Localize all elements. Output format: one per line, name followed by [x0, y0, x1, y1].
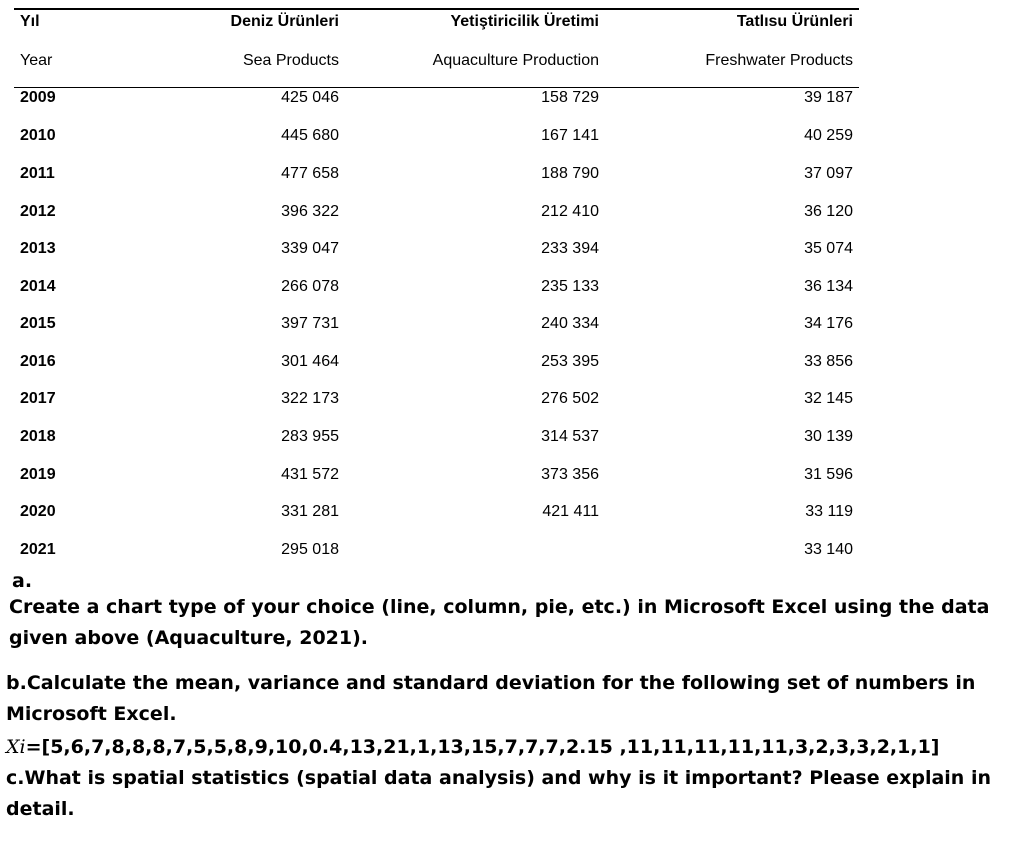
cell-aquaculture: 158 729 [541, 89, 599, 106]
cell-sea: 396 322 [281, 203, 339, 220]
cell-aquaculture: 314 537 [541, 428, 599, 445]
table-row [14, 275, 859, 299]
header-year-en: Year [20, 52, 53, 69]
cell-aquaculture: 212 410 [541, 203, 599, 220]
table-row [14, 124, 859, 148]
cell-sea: 477 658 [281, 165, 339, 182]
cell-sea: 445 680 [281, 127, 339, 144]
cell-sea: 431 572 [281, 466, 339, 483]
table-row [14, 538, 859, 562]
cell-sea: 295 018 [281, 541, 339, 558]
cell-freshwater: 36 134 [804, 278, 853, 295]
cell-year: 2017 [20, 390, 56, 407]
cell-sea: 283 955 [281, 428, 339, 445]
cell-freshwater: 33 119 [805, 503, 853, 520]
cell-year: 2010 [20, 127, 56, 144]
cell-year: 2020 [20, 503, 56, 520]
cell-year: 2019 [20, 466, 56, 483]
cell-sea: 397 731 [281, 315, 339, 332]
header-aquaculture-tr: Yetiştiricilik Üretimi [450, 13, 599, 30]
cell-year: 2013 [20, 240, 56, 257]
header-year-tr: Yıl [20, 13, 40, 30]
cell-freshwater: 33 856 [804, 353, 853, 370]
question-c-text: c.What is spatial statistics (spatial data analysis) and why is it important? Please explain in detail. [6, 767, 991, 820]
cell-sea: 339 047 [281, 240, 339, 257]
header-row-turkish [14, 10, 859, 34]
cell-sea: 331 281 [281, 503, 339, 520]
cell-sea: 266 078 [281, 278, 339, 295]
table-row [14, 162, 859, 186]
cell-year: 2011 [20, 165, 55, 182]
table-row [14, 237, 859, 261]
cell-freshwater: 40 259 [804, 127, 853, 144]
cell-freshwater: 37 097 [804, 165, 853, 182]
cell-year: 2009 [20, 89, 56, 106]
cell-aquaculture: 240 334 [541, 315, 599, 332]
table-row [14, 463, 859, 487]
cell-freshwater: 30 139 [804, 428, 853, 445]
header-sea-en: Sea Products [242, 52, 339, 69]
cell-aquaculture: 188 790 [541, 165, 599, 182]
formula-variable: Xi [6, 736, 26, 758]
cell-year: 2015 [20, 315, 56, 332]
question-b-text: b.Calculate the mean, variance and standard deviation for the following set of numbers in Microsoft Excel. [6, 672, 976, 725]
cell-sea: 322 173 [281, 390, 339, 407]
table-row [14, 86, 859, 110]
table-row [14, 312, 859, 336]
cell-freshwater: 32 145 [804, 390, 853, 407]
cell-freshwater: 33 140 [804, 541, 853, 558]
table-row [14, 200, 859, 224]
header-freshwater-en: Freshwater Products [705, 52, 853, 69]
cell-aquaculture: 421 411 [542, 503, 599, 520]
cell-aquaculture: 276 502 [541, 390, 599, 407]
cell-freshwater: 31 596 [804, 466, 853, 483]
table-row [14, 350, 859, 374]
cell-freshwater: 39 187 [804, 89, 853, 106]
question-a-label: a. [12, 570, 33, 592]
formula-values: =[5,6,7,8,8,8,7,5,5,8,9,10,0.4,13,21,1,13,15,7,7,7,2.15 ,11,11,11,11,11,3,2,3,3,2,1,1] [25, 736, 940, 758]
cell-aquaculture: 373 356 [541, 466, 599, 483]
cell-year: 2018 [20, 428, 56, 445]
cell-freshwater: 36 120 [804, 203, 853, 220]
cell-aquaculture: 233 394 [541, 240, 599, 257]
cell-freshwater: 34 176 [804, 315, 853, 332]
cell-aquaculture: 167 141 [541, 127, 599, 144]
cell-sea: 301 464 [281, 353, 339, 370]
header-aquaculture-en: Aquaculture Production [432, 52, 599, 69]
cell-aquaculture: 253 395 [541, 353, 599, 370]
cell-aquaculture: 235 133 [541, 278, 599, 295]
cell-year: 2014 [20, 278, 56, 295]
question-a-text: Create a chart type of your choice (line, column, pie, etc.) in Microsoft Excel using the data given above (Aquaculture, 2021). [9, 596, 990, 649]
header-row-english [14, 49, 859, 73]
header-freshwater-tr: Tatlısu Ürünleri [736, 13, 853, 30]
cell-sea: 425 046 [281, 89, 339, 106]
cell-year: 2012 [20, 203, 56, 220]
table-row [14, 387, 859, 411]
question-b-formula [6, 732, 1016, 763]
table-row [14, 500, 859, 524]
header-sea-tr: Deniz Ürünleri [230, 13, 339, 30]
table-row [14, 425, 859, 449]
cell-year: 2016 [20, 353, 56, 370]
cell-freshwater: 35 074 [804, 240, 853, 257]
cell-year: 2021 [20, 541, 56, 558]
